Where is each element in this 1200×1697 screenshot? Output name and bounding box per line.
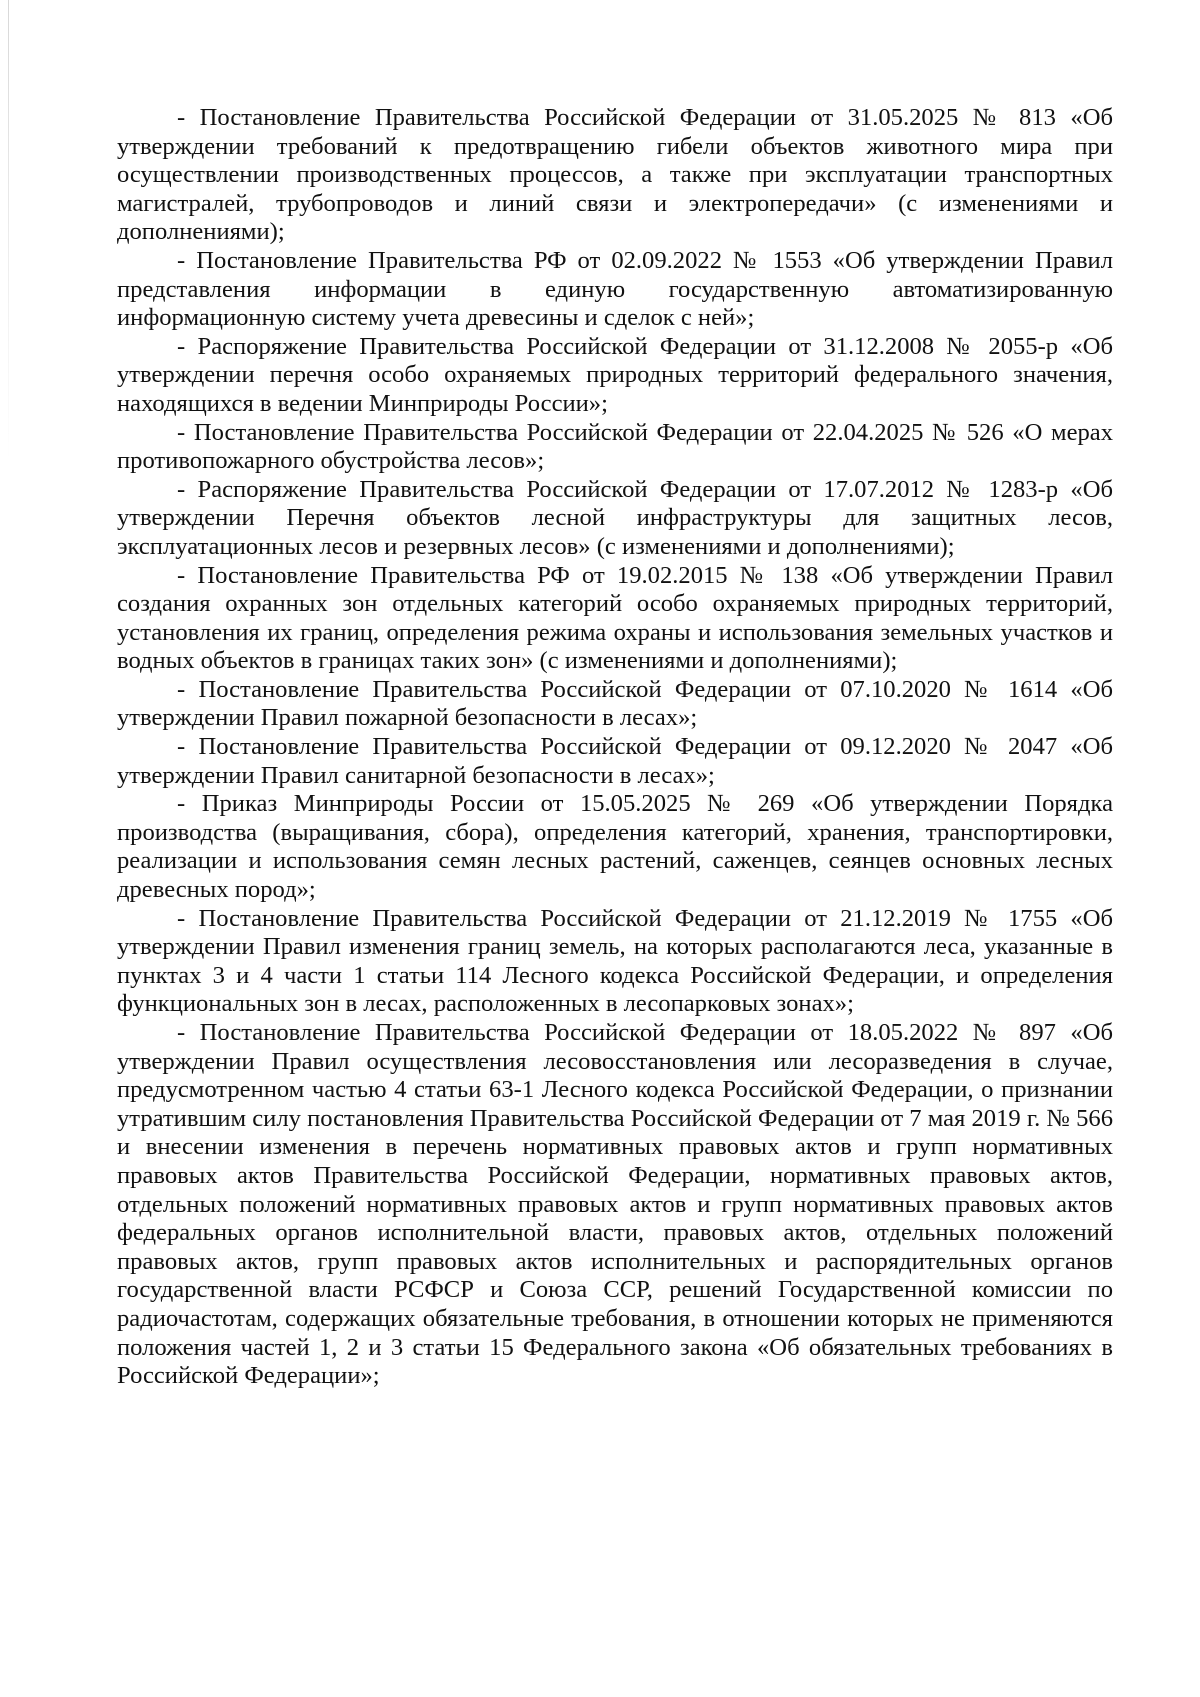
list-item-resolution-813: - Постановление Правительства Российской Федерации от 31.05.2025 № 813 «Об утверждении требований к предотвращению гибели объектов животного мира при осуществлении производственных процессов, а также при эксплуатации транспортных магистралей, трубопроводов и линий связи и электропередачи» (с изменениями и дополнениями); [117,104,1113,246]
list-item-resolution-2047: - Постановление Правительства Российской Федерации от 09.12.2020 № 2047 «Об утверждении Правил санитарной безопасности в лесах»; [117,733,1113,789]
scan-edge-shadow [8,0,9,460]
list-item-order-2055-r: - Распоряжение Правительства Российской Федерации от 31.12.2008 № 2055-р «Об утверждении перечня особо охраняемых природных территорий федерального значения, находящихся в ведении Минприроды России»; [117,332,1113,417]
list-item-order-269: - Приказ Минприроды России от 15.05.2025 № 269 «Об утверждении Порядка производства (выращивания, сбора), определения категорий, хранения, транспортировки, реализации и использования семян лесных растений, саженцев, сеянцев основных лесных древесных пород»; [117,790,1113,904]
list-item-order-1283-r: - Распоряжение Правительства Российской Федерации от 17.07.2012 № 1283-р «Об утверждении Перечня объектов лесной инфраструктуры для защитных лесов, эксплуатационных лесов и резервных лесов» (с изменениями и дополнениями); [117,475,1113,560]
list-item-resolution-1614: - Постановление Правительства Российской Федерации от 07.10.2020 № 1614 «Об утверждении Правил пожарной безопасности в лесах»; [117,675,1113,732]
list-item-resolution-526: - Постановление Правительства Российской Федерации от 22.04.2025 № 526 «О мерах противопожарного обустройства лесов»; [117,418,1113,475]
document-body [117,104,1113,1391]
list-item-resolution-138: - Постановление Правительства РФ от 19.02.2015 № 138 «Об утверждении Правил создания охранных зон отдельных категорий особо охраняемых природных территорий, установления их границ, определения режима охраны и использования земельных участков и водных объектов в границах таких зон» (с изменениями и дополнениями); [117,561,1113,675]
list-item-resolution-1755: - Постановление Правительства Российской Федерации от 21.12.2019 № 1755 «Об утверждении Правил изменения границ земель, на которых располагаются леса, указанные в пунктах 3 и 4 части 1 статьи 114 Лесного кодекса Российской Федерации, и определения функциональных зон в лесах, расположенных в лесопарковых зонах»; [117,904,1113,1018]
list-item-resolution-1553: - Постановление Правительства РФ от 02.09.2022 № 1553 «Об утверждении Правил представления информации в единую государственную автоматизированную информационную систему учета древесины и сделок с ней»; [117,246,1113,332]
list-item-resolution-897: - Постановление Правительства Российской Федерации от 18.05.2022 № 897 «Об утверждении Правил осуществления лесовосстановления или лесоразведения в случае, предусмотренном частью 4 статьи 63-1 Лесного кодекса Российской Федерации, о признании утратившим силу постановления Правительства Российской Федерации от 7 мая 2019 г. № 566 и внесении изменения в перечень нормативных правовых актов и групп нормативных правовых актов Правительства Российской Федерации, нормативных правовых актов, отдельных положений нормативных правовых актов и групп нормативных правовых актов федеральных органов исполнительной власти, правовых актов, отдельных положений правовых актов, групп правовых актов исполнительных и распорядительных органов государственной власти РСФСР и Союза ССР, решений Государственной комиссии по радиочастотам, содержащих обязательные требования, в отношении которых не применяются положения частей 1, 2 и 3 статьи 15 Федерального закона «Об обязательных требованиях в Российской Федерации»; [117,1019,1113,1390]
